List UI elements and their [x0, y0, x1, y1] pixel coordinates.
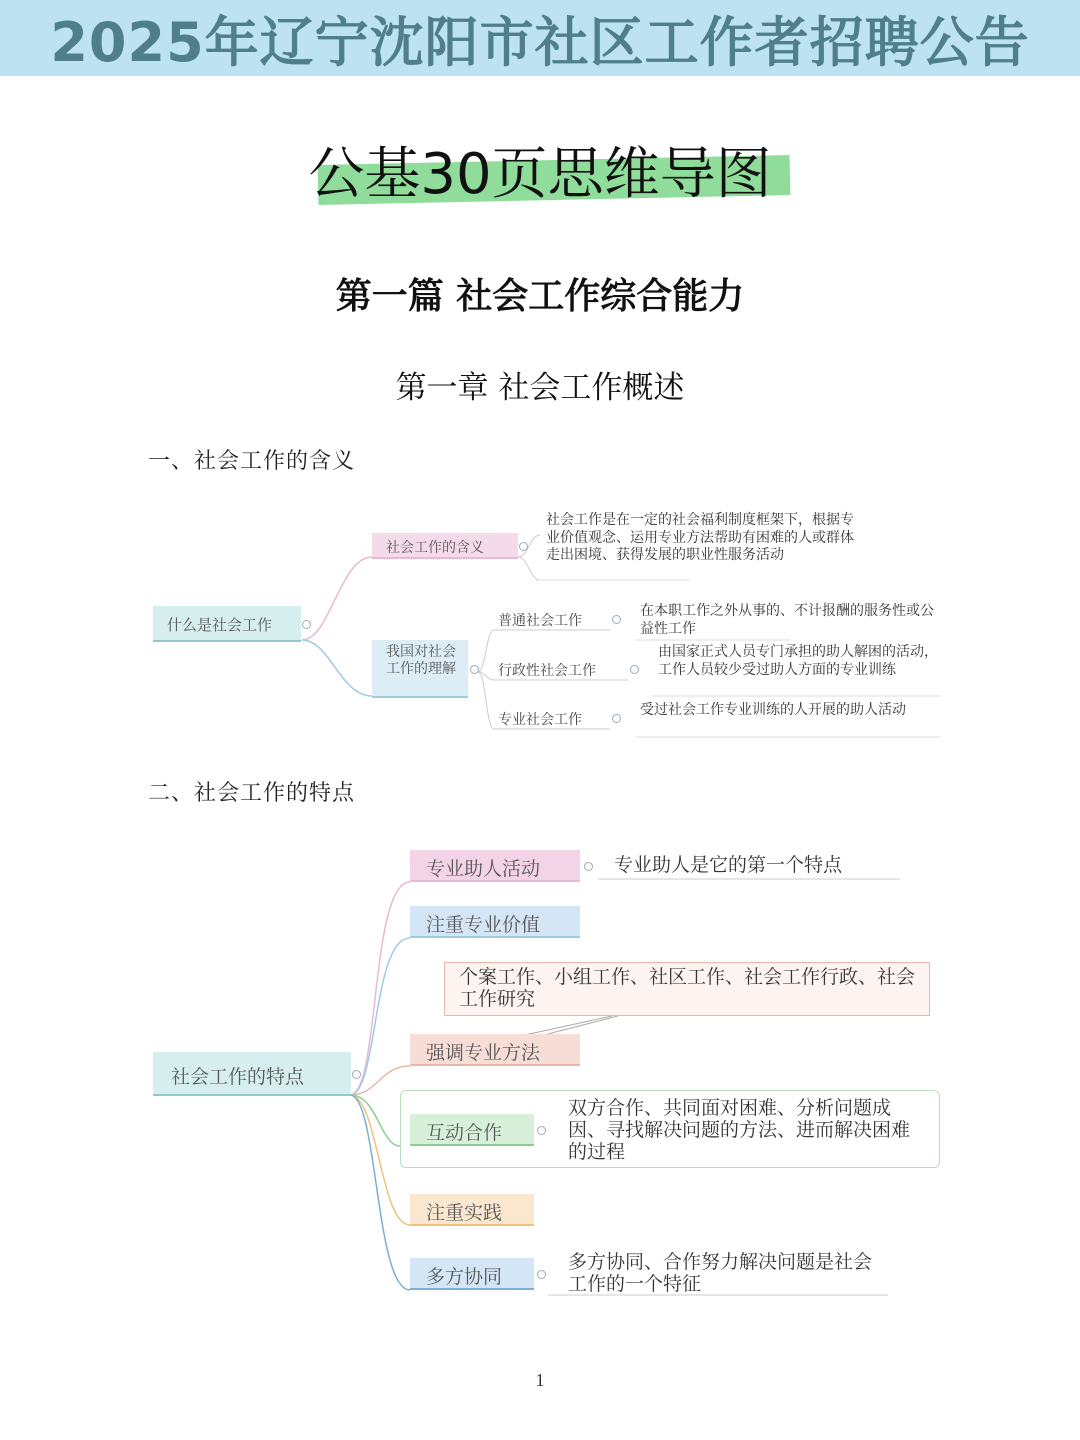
collapse-dot-icon [519, 542, 528, 551]
page-number: 1 [535, 1370, 545, 1390]
node-understanding: 我国对社会工作的理解 [372, 640, 468, 698]
node-feature-collaboration: 多方协同 [410, 1258, 534, 1290]
node-type-professional: 专业社会工作 [498, 712, 582, 728]
text-feature-helping: 专业助人是它的第一个特点 [614, 854, 843, 876]
root-node-features: 社会工作的特点 [153, 1052, 351, 1096]
collapse-dot-icon [630, 665, 639, 674]
text-type-ordinary: 在本职工作之外从事的、不计报酬的服务性或公益性工作 [640, 603, 934, 637]
banner-title: 2025年辽宁沈阳市社区工作者招聘公告 [50, 10, 1030, 74]
node-meaning: 社会工作的含义 [372, 533, 518, 559]
collapse-dot-icon [537, 1126, 546, 1135]
collapse-dot-icon [302, 620, 311, 629]
text-type-administrative: 由国家正式人员专门承担的助人解困的活动，工作人员较少受过助人方面的专业训练 [658, 644, 938, 678]
main-title: 公基30页思维导图 [308, 142, 772, 207]
part-title: 第一篇 社会工作综合能力 [335, 276, 745, 317]
section2-heading: 二、社会工作的特点 [148, 781, 356, 806]
node-feature-helping: 专业助人活动 [410, 850, 580, 882]
node-feature-values: 注重专业价值 [410, 906, 580, 938]
collapse-dot-icon [584, 862, 593, 871]
chapter-title: 第一章 社会工作概述 [395, 370, 685, 406]
text-type-professional: 受过社会工作专业训练的人开展的助人活动 [640, 702, 906, 718]
node-type-administrative: 行政性社会工作 [498, 663, 596, 679]
section1-heading: 一、社会工作的含义 [148, 449, 356, 474]
collapse-dot-icon [470, 665, 479, 674]
node-feature-interaction: 互动合作 [410, 1114, 534, 1146]
text-feature-interaction: 双方合作、共同面对困难、分析问题成因、寻找解决问题的方法、进而解决困难的过程 [568, 1097, 911, 1163]
text-meaning: 社会工作是在一定的社会福利制度框架下，根据专业价值观念、运用专业方法帮助有困难的人或群体走出困境、获得发展的职业性服务活动 [546, 512, 854, 563]
node-feature-practice: 注重实践 [410, 1194, 534, 1226]
note-methods: 个案工作、小组工作、社区工作、社会工作行政、社会工作研究 [444, 962, 930, 1016]
collapse-dot-icon [612, 615, 621, 624]
node-feature-methods: 强调专业方法 [410, 1034, 580, 1066]
node-type-ordinary: 普通社会工作 [498, 613, 582, 629]
collapse-dot-icon [352, 1070, 361, 1079]
text-feature-collaboration: 多方协同、合作努力解决问题是社会工作的一个特征 [568, 1251, 873, 1295]
root-node-what-is-social-work: 什么是社会工作 [153, 606, 301, 642]
collapse-dot-icon [537, 1270, 546, 1279]
collapse-dot-icon [612, 714, 621, 723]
